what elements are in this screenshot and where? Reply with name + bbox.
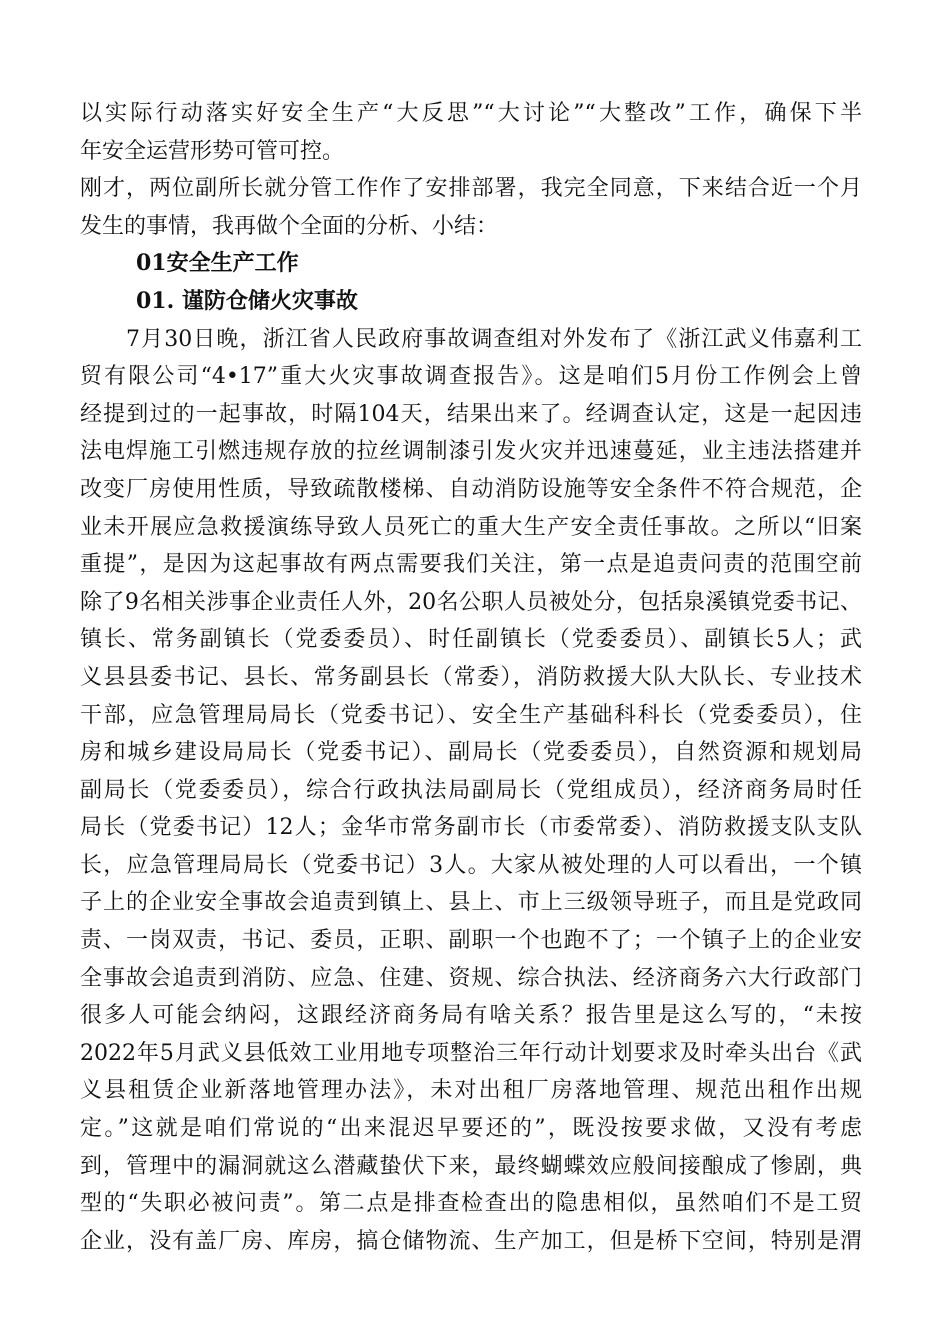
paragraph-line: 到，管理中的漏洞就这么潜藏蛰伏下来，最终蝴蝶效应般间接酿成了惨剧，典 — [80, 1153, 862, 1179]
paragraph-line: 贸有限公司“4•17”重大火灾事故调查报告》。这是咱们5月份工作例会上曾 — [80, 364, 862, 390]
paragraph-line: 发生的事情，我再做个全面的分析、小结： — [80, 213, 499, 239]
paragraph-line: 业未开展应急救援演练导致人员死亡的重大生产安全责任事故。之所以“旧案 — [80, 514, 862, 540]
paragraph-line: 义县租赁企业新落地管理办法》，未对出租厂房落地管理、规范出租作出规 — [80, 1078, 862, 1104]
paragraph-line: 子上的企业安全事故会追责到镇上、县上、市上三级领导班子，而且是党政同 — [80, 890, 862, 916]
paragraph-line: 定。”这就是咱们常说的“出来混迟早要还的”，既没按要求做，又没有考虑 — [80, 1116, 862, 1142]
paragraph-line: 重提”，是因为这起事故有两点需要我们关注，第一点是追责问责的范围空前 — [80, 552, 862, 578]
paragraph-line: 企业，没有盖厂房、库房，搞仓储物流、生产加工，但是桥下空间，特别是渭 — [80, 1228, 862, 1254]
paragraph-line: 局长（党委书记）12人；金华市常务副市长（市委常委）、消防救援支队支队 — [80, 815, 862, 841]
document-body — [80, 95, 862, 1260]
paragraph-line: 长，应急管理局局长（党委书记）3人。大家从被处理的人可以看出，一个镇 — [80, 852, 862, 878]
paragraph-line: 很多人可能会纳闷，这跟经济商务局有啥关系？报告里是这么写的，“未按 — [80, 1003, 862, 1029]
paragraph-line: 7月30日晚，浙江省人民政府事故调查组对外发布了《浙江武义伟嘉利工 — [126, 326, 862, 352]
paragraph-line: 干部，应急管理局局长（党委书记）、安全生产基础科科长（党委委员），住 — [80, 702, 862, 728]
paragraph-line: 义县县委书记、县长、常务副县长（常委），消防救援大队大队长、专业技术 — [80, 664, 862, 690]
paragraph-line: 镇长、常务副镇长（党委委员）、时任副镇长（党委委员）、副镇长5人；武 — [80, 627, 862, 653]
paragraph-line: 以实际行动落实好安全生产“大反思”“大讨论”“大整改”工作，确保下半 — [80, 101, 862, 126]
section-heading: 01. 谨防仓储火灾事故 — [136, 287, 358, 314]
paragraph-line: 法电焊施工引燃违规存放的拉丝调制漆引发火灾并迅速蔓延，业主违法搭建并 — [80, 439, 862, 465]
paragraph-line: 副局长（党委委员），综合行政执法局副局长（党组成员），经济商务局时任 — [80, 777, 862, 803]
paragraph-line: 2022年5月武义县低效工业用地专项整治三年行动计划要求及时牵头出台《武 — [80, 1040, 862, 1066]
section-heading: 01安全生产工作 — [136, 250, 299, 277]
paragraph-line: 年安全运营形势可管可控。 — [80, 138, 345, 164]
paragraph-line: 房和城乡建设局局长（党委书记）、副局长（党委委员），自然资源和规划局 — [80, 740, 862, 766]
paragraph-line: 除了9名相关涉事企业责任人外，20名公职人员被处分，包括泉溪镇党委书记、 — [80, 589, 862, 615]
paragraph-line: 型的“失职必被问责”。第二点是排查检查出的隐患相似，虽然咱们不是工贸 — [80, 1191, 862, 1217]
paragraph-line: 全事故会追责到消防、应急、住建、资规、综合执法、经济商务六大行政部门 — [80, 965, 862, 991]
paragraph-line: 改变厂房使用性质，导致疏散楼梯、自动消防设施等安全条件不符合规范，企 — [80, 476, 862, 502]
paragraph-line: 经提到过的一起事故，时隔104天，结果出来了。经调查认定，这是一起因违 — [80, 401, 862, 427]
paragraph-line: 责、一岗双责，书记、委员，正职、副职一个也跑不了；一个镇子上的企业安 — [80, 928, 862, 954]
paragraph-line: 刚才，两位副所长就分管工作作了安排部署，我完全同意，下来结合近一个月 — [80, 176, 862, 202]
